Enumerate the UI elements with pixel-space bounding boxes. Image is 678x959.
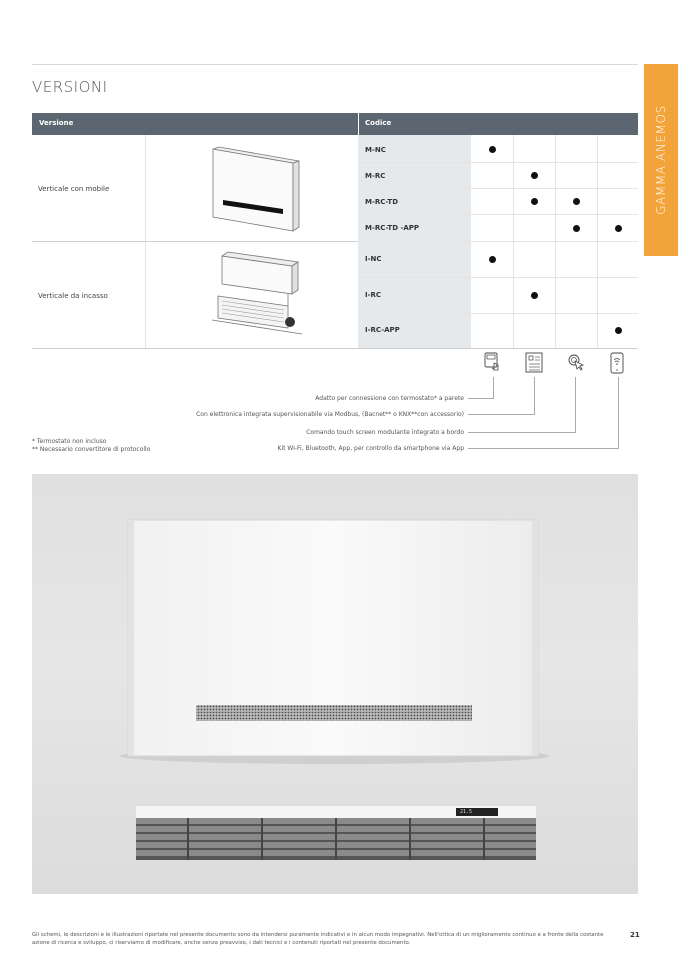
feature-mark-dot: [573, 225, 580, 232]
feature-mark-dot: [531, 172, 538, 179]
feature-mark-dot: [531, 198, 538, 205]
row-line: [358, 277, 638, 278]
feature-mark-dot: [489, 146, 496, 153]
leader-line: [468, 398, 494, 399]
code-m-nc: M-NC: [365, 146, 386, 154]
side-tab-label: GAMMA ANEMOS: [654, 105, 668, 215]
note-protocol: ** Necessario convertitore di protocollo: [32, 446, 151, 453]
code-m-rc-td: M-RC-TD: [365, 198, 399, 206]
product-photo: [32, 474, 638, 894]
leader-line: [534, 377, 535, 414]
top-rule: [32, 64, 638, 65]
leader-line: [468, 432, 576, 433]
group-divider: [32, 241, 358, 242]
product-render: [32, 474, 638, 894]
leader-line: [493, 377, 494, 398]
feature-mark-dot: [489, 256, 496, 263]
leader-line: [575, 377, 576, 432]
version-label-recessed: Verticale da incasso: [38, 292, 108, 300]
unit-display-text: 21.5: [460, 809, 473, 815]
feature-mark-dot: [615, 225, 622, 232]
recessed-unit-illustration: [208, 250, 306, 342]
leader-line: [468, 414, 535, 415]
row-line: [358, 214, 638, 215]
feature-legend-app: Kit Wi-Fi, Bluetooth, App, per controllo da smartphone via App: [277, 445, 464, 452]
leader-line: [618, 377, 619, 448]
header-version: Versione: [39, 119, 74, 127]
feature-mark-dot: [531, 292, 538, 299]
page-title: VERSIONI: [32, 78, 108, 96]
table-header: [32, 113, 638, 135]
touch-control-icon: [566, 352, 586, 374]
code-i-nc: I-NC: [365, 255, 382, 263]
version-label-mobile: Verticale con mobile: [38, 185, 110, 193]
feature-mark-dot: [573, 198, 580, 205]
feature-mark-dot: [615, 327, 622, 334]
smartphone-app-icon: [610, 352, 624, 374]
row-line: [358, 188, 638, 189]
code-m-rc: M-RC: [365, 172, 386, 180]
note-thermostat: * Termostato non incluso: [32, 438, 107, 445]
feature-legend-modbus: Con elettronica integrata supervisionabile via Modbus, (Bacnet** o KNX**con accessorio): [196, 411, 464, 418]
code-i-rc: I-RC: [365, 291, 382, 299]
modbus-board-icon: [525, 352, 543, 374]
page-number: 21: [630, 931, 640, 939]
code-i-rc-app: I-RC-APP: [365, 326, 400, 334]
header-code: Codice: [365, 119, 392, 127]
wall-thermostat-icon: [484, 352, 502, 374]
row-line: [358, 241, 638, 242]
header-divider: [358, 113, 359, 135]
row-line: [358, 313, 638, 314]
feature-legend-touch: Comando touch screen modulante integrato a bordo: [306, 429, 464, 436]
leader-line: [468, 448, 619, 449]
code-m-rc-td-app: M-RC-TD -APP: [365, 224, 420, 232]
mobile-unit-illustration: [205, 143, 305, 235]
table-bottom-line: [32, 348, 638, 349]
side-tab: [644, 64, 678, 256]
feature-legend-thermostat: Adatto per connessione con termostato* a parete: [315, 395, 464, 402]
row-line: [358, 162, 638, 163]
footer-disclaimer: Gli schemi, le descrizioni e le illustrazioni riportate nel presente documento sono da intendersi puramente indicativi e in alcun modo impegnativi. Nell'ottica di un miglioramento continuo e a fronte della costante azione di ricerca e sviluppo, ci riserviamo di modificare, anche senza preavviso, i dati tecnici e i contenuti riportati nel presente documento.: [32, 932, 604, 946]
